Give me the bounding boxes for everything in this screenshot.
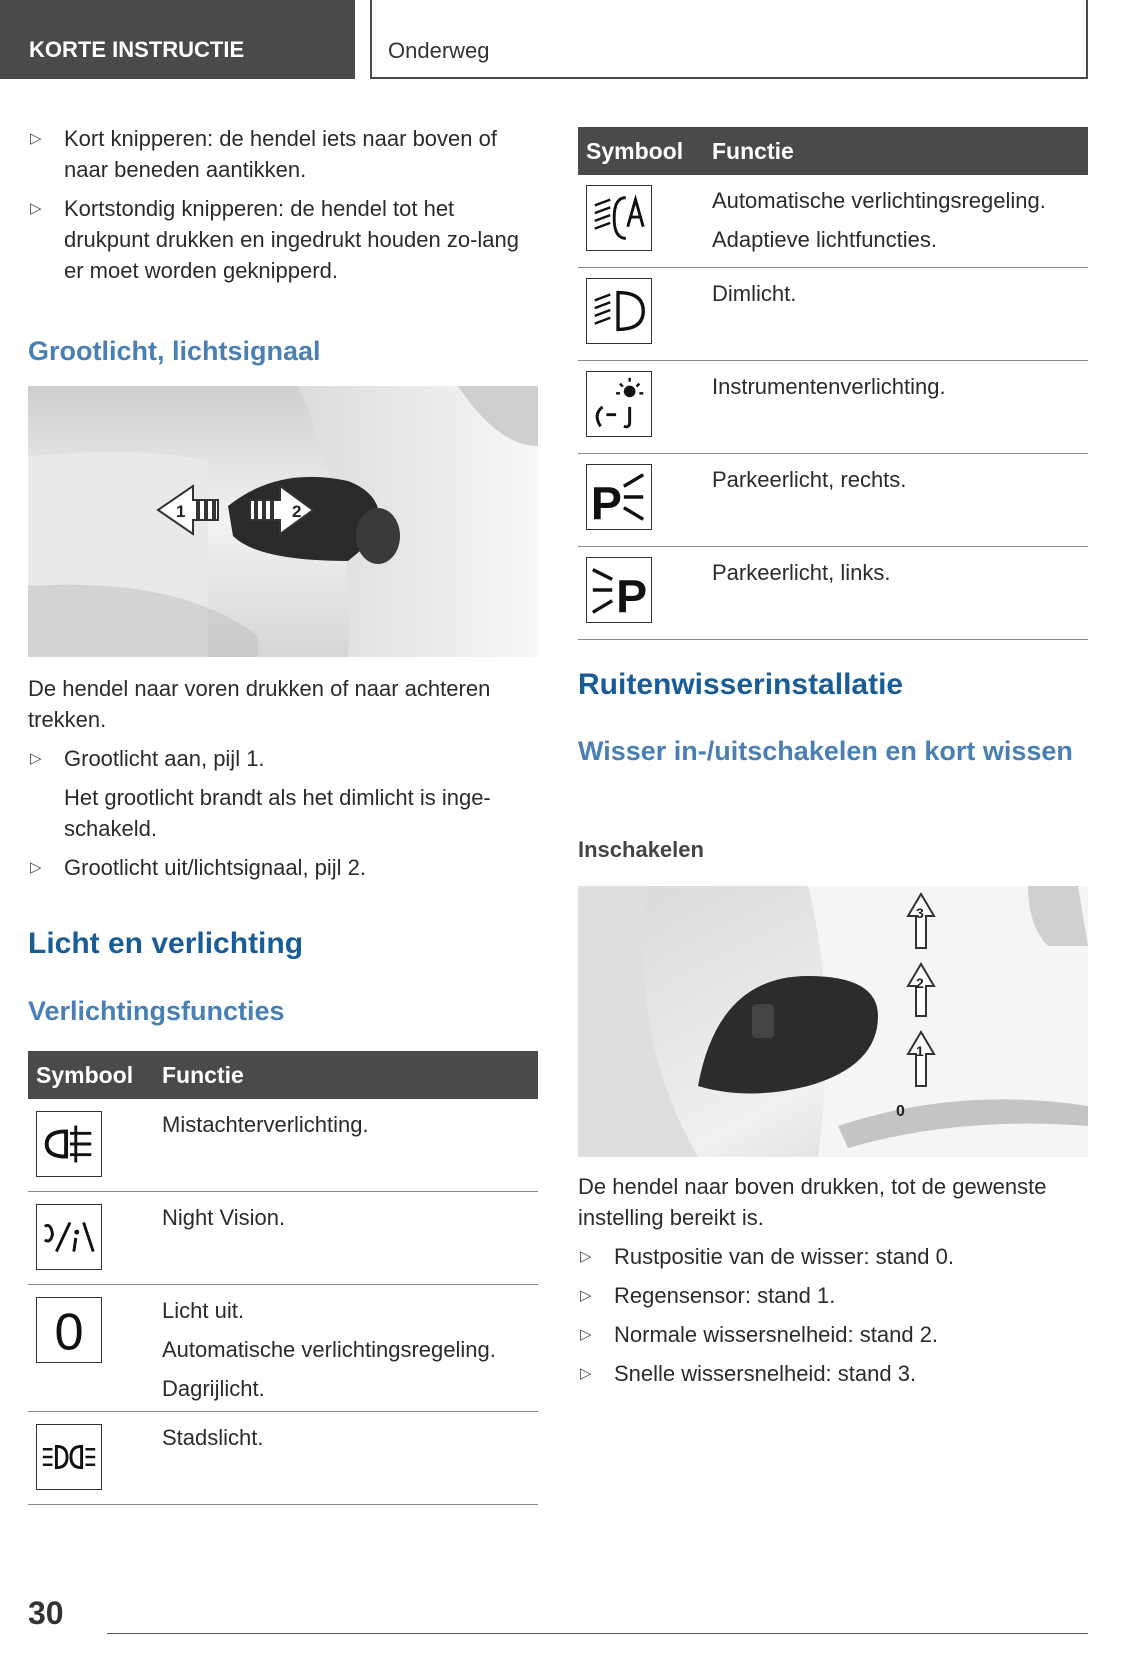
wiper-description: De hendel naar boven drukken, tot de gewenste instelling bereikt is. bbox=[578, 1174, 1047, 1230]
intro-list-block bbox=[28, 123, 538, 294]
table-row bbox=[28, 1285, 538, 1412]
list-item: ▷ Normale wissersnelheid: stand 2. bbox=[578, 1319, 1088, 1350]
lighting-heading: Licht en verlichting bbox=[28, 927, 304, 960]
figure-label-2: 2 bbox=[916, 975, 924, 991]
function-text: Parkeerlicht, rechts. bbox=[712, 467, 907, 492]
figure-label-2: 2 bbox=[292, 502, 302, 521]
auto-headlight-icon bbox=[586, 185, 652, 251]
lighting-functions-heading: Verlichtingsfuncties bbox=[28, 996, 285, 1026]
list-item: ▷ Kortstondig knipperen: de hendel tot het drukpunt drukken en ingedrukt houden zo-lang er moet worden geknipperd. bbox=[28, 193, 538, 286]
table-row bbox=[28, 1412, 538, 1505]
column-header-function: Functie bbox=[712, 138, 794, 164]
instrument-lighting-icon bbox=[586, 371, 652, 437]
footer-divider bbox=[107, 1633, 1088, 1634]
figure-label-1: 1 bbox=[176, 502, 186, 521]
p-glyph: P bbox=[590, 477, 622, 529]
list-item: ▷ Regensensor: stand 1. bbox=[578, 1280, 1088, 1311]
chapter-tab bbox=[370, 0, 1088, 79]
wiper-lever-illustration bbox=[578, 886, 1088, 1157]
triangle-bullet-icon: ▷ bbox=[580, 1365, 592, 1382]
intro-list bbox=[28, 123, 538, 286]
figure-label-0: 0 bbox=[896, 1103, 905, 1120]
function-text: Parkeerlicht, links. bbox=[712, 560, 891, 585]
zero-glyph: 0 bbox=[54, 1303, 84, 1362]
triangle-bullet-icon: ▷ bbox=[580, 1287, 592, 1304]
low-beam-icon bbox=[586, 278, 652, 344]
section-title: KORTE INSTRUCTIE bbox=[29, 37, 245, 62]
high-beam-heading: Grootlicht, lichtsignaal bbox=[28, 336, 321, 366]
high-beam-description: De hendel naar voren drukken of naar achteren trekken. bbox=[28, 676, 491, 732]
wiper-sub-heading: Wisser in-/uitschakelen en kort wissen bbox=[578, 736, 1073, 766]
high-beam-text-block bbox=[28, 673, 538, 891]
table-row bbox=[28, 1099, 538, 1192]
night-vision-icon bbox=[36, 1204, 102, 1270]
lighting-functions-table bbox=[28, 1051, 538, 1505]
parking-light-left-icon bbox=[586, 557, 652, 623]
p-glyph: P bbox=[616, 570, 648, 622]
list-item: ▷ Grootlicht aan, pijl 1. bbox=[28, 743, 538, 774]
function-text: Dimlicht. bbox=[712, 281, 797, 306]
function-text: Night Vision. bbox=[162, 1205, 286, 1230]
triangle-bullet-icon: ▷ bbox=[580, 1326, 592, 1343]
high-beam-lever-illustration bbox=[28, 386, 538, 657]
function-text: Stadslicht. bbox=[162, 1425, 264, 1450]
function-text: Mistachterverlichting. bbox=[162, 1112, 369, 1137]
table-row bbox=[578, 175, 1088, 268]
triangle-bullet-icon: ▷ bbox=[30, 859, 42, 876]
rear-fog-light-icon bbox=[36, 1111, 102, 1177]
table-row bbox=[578, 547, 1088, 640]
table-row bbox=[578, 454, 1088, 547]
figure-label-1: 1 bbox=[916, 1043, 924, 1059]
list-item: ▷ Kort knipperen: de hendel iets naar boven of naar beneden aantikken. bbox=[28, 123, 538, 185]
list-item: ▷ Snelle wissersnelheid: stand 3. bbox=[578, 1358, 1088, 1389]
list-item: ▷ Grootlicht uit/lichtsignaal, pijl 2. bbox=[28, 852, 538, 883]
triangle-bullet-icon: ▷ bbox=[30, 200, 42, 217]
figure-label-3: 3 bbox=[916, 905, 924, 921]
section-tab bbox=[0, 0, 355, 79]
column-header-symbol: Symbool bbox=[586, 138, 684, 164]
high-beam-list-2 bbox=[28, 852, 538, 883]
function-text: Automatische verlichtingsregeling. Adaptieve lichtfuncties. bbox=[712, 188, 1046, 252]
table-row bbox=[28, 1192, 538, 1285]
lighting-symbols-table bbox=[578, 127, 1088, 640]
high-beam-note: Het grootlicht brandt als het dimlicht is inge-schakeld. bbox=[64, 785, 491, 841]
column-header-function: Functie bbox=[162, 1062, 244, 1088]
table-row bbox=[578, 361, 1088, 454]
wiper-heading: Ruitenwisserinstallatie bbox=[578, 668, 904, 701]
triangle-bullet-icon: ▷ bbox=[30, 750, 42, 767]
lights-off-zero-icon bbox=[36, 1297, 102, 1363]
wiper-text-block bbox=[578, 1171, 1088, 1397]
function-text: Licht uit. Automatische verlichtingsregeling. Dagrijlicht. bbox=[162, 1298, 496, 1401]
function-text: Instrumentenverlichting. bbox=[712, 374, 946, 399]
parking-lights-icon bbox=[36, 1424, 102, 1490]
page-number: 30 bbox=[28, 1595, 64, 1631]
table-header bbox=[578, 127, 1088, 175]
table-header bbox=[28, 1051, 538, 1099]
switch-on-heading: Inschakelen bbox=[578, 837, 704, 862]
parking-light-right-icon bbox=[586, 464, 652, 530]
list-item: ▷ Rustpositie van de wisser: stand 0. bbox=[578, 1241, 1088, 1272]
column-header-symbol: Symbool bbox=[36, 1062, 134, 1088]
chapter-title: Onderweg bbox=[388, 38, 490, 63]
triangle-bullet-icon: ▷ bbox=[30, 130, 42, 147]
triangle-bullet-icon: ▷ bbox=[580, 1248, 592, 1265]
table-row bbox=[578, 268, 1088, 361]
high-beam-list bbox=[28, 743, 538, 774]
wiper-list bbox=[578, 1241, 1088, 1389]
